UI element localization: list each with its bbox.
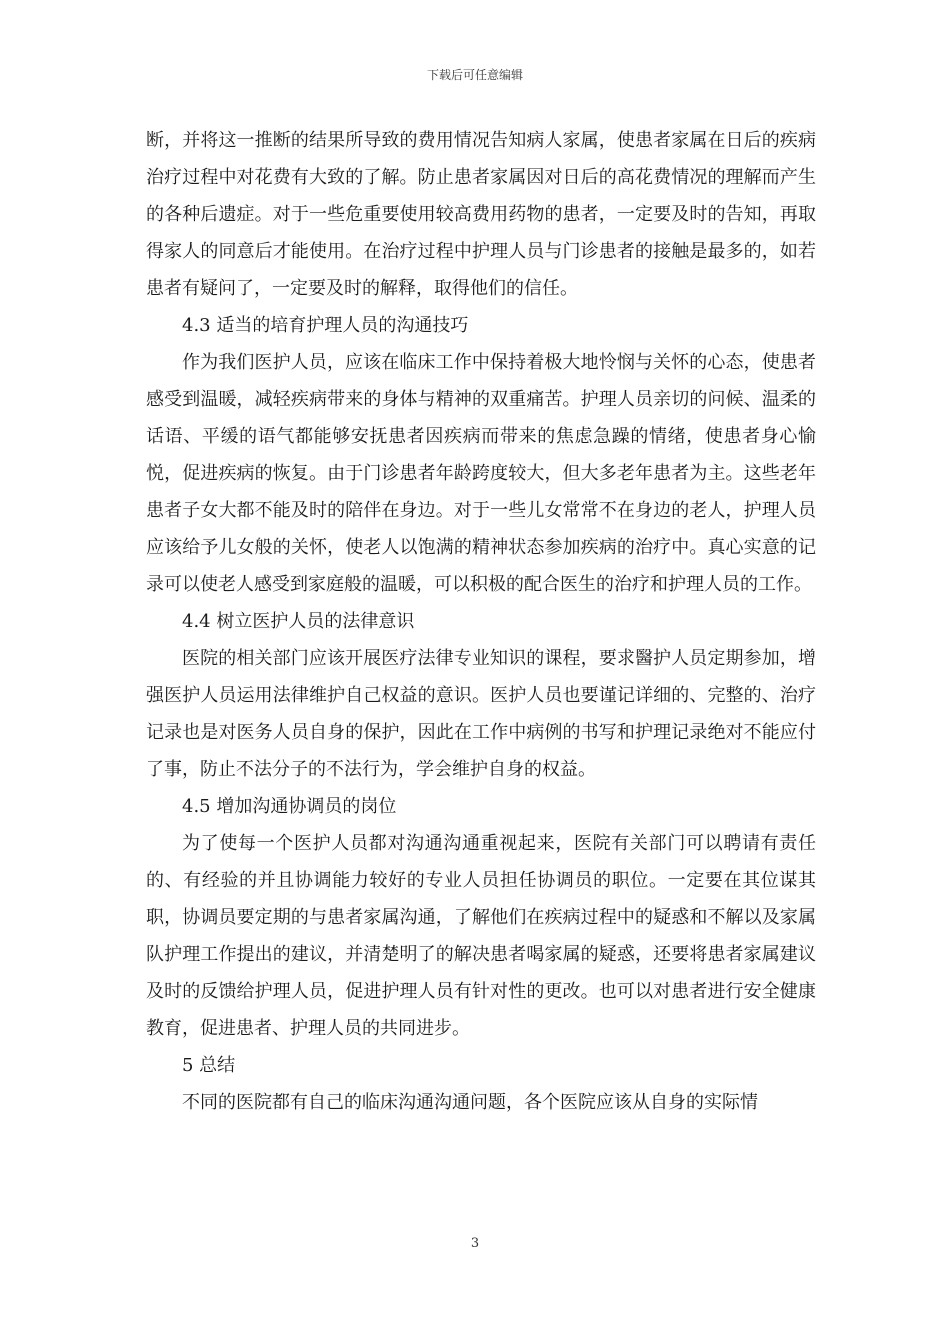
paragraph-4-5: 为了使每一个医护人员都对沟通沟通重视起来，医院有关部门可以聘请有责任的、有经验的并且协调能力较好的专业人员担任协调员的职位。一定要在其位谋其职，协调员要定期的与患者家属沟通，了解他们在疾病过程中的疑惑和不解以及家属队护理工作提出的建议，并清楚明了的解决患者喝家属的疑惑，还要将患者家属建议及时的反馈给护理人员，促进护理人员有针对性的更改。也可以对患者进行安全健康教育，促进患者、护理人员的共同进步。 [146,833,816,1039]
paragraph-continued: 断，并将这一推断的结果所导致的费用情况告知病人家属，使患者家属在日后的疾病治疗过程中对花费有大致的了解。防止患者家属因对日后的高花费情况的理解而产生的各种后遗症。对于一些危重要使用较高费用药物的患者，一定要及时的告知，再取得家人的同意后才能使用。在治疗过程中护理人员与门诊患者的接触是最多的，如若患者有疑问了，一定要及时的解释，取得他们的信任。 [146,130,816,299]
paragraph-4-4: 医院的相关部门应该开展医疗法律专业知识的课程，要求醫护人员定期参加，增强医护人员运用法律维护自己权益的意识。医护人员也要谨记详细的、完整的、治疗记录也是对医务人员自身的保护，因此在工作中病例的书写和护理记录绝对不能应付了事，防止不法分子的不法行为，学会维护自身的权益。 [146,648,816,780]
section-heading-4-3: 4.3 适当的培育护理人员的沟通技巧 [182,315,469,336]
page-header: 下载后可任意编辑 [426,68,523,82]
page-number: 3 [470,1236,480,1251]
paragraph-4-3: 作为我们医护人员，应该在临床工作中保持着极大地怜悯与关怀的心态，使患者感受到温暖，减轻疾病带来的身体与精神的双重痛苦。护理人员亲切的问候、温柔的话语、平缓的语气都能够安抚患者因疾病而带来的焦虑急躁的情绪，使患者身心愉悦，促进疾病的恢复。由于门诊患者年龄跨度较大，但大多老年患者为主。这些老年患者子女大都不能及时的陪伴在身边。对于一些儿女常常不在身边的老人，护理人员应该给予儿女般的关怀，使老人以饱满的精神状态参加疾病的治疗中。真心实意的记录可以使老人感受到家庭般的温暖，可以积极的配合医生的治疗和护理人员的工作。 [146,352,816,595]
paragraph-5: 不同的医院都有自己的临床沟通沟通问题，各个医院应该从自身的实际情 [182,1092,758,1113]
section-heading-5: 5 总结 [182,1055,236,1076]
section-heading-4-5: 4.5 增加沟通协调员的岗位 [182,796,397,817]
document-body [146,122,816,1121]
section-heading-4-4: 4.4 树立医护人员的法律意识 [182,611,415,632]
